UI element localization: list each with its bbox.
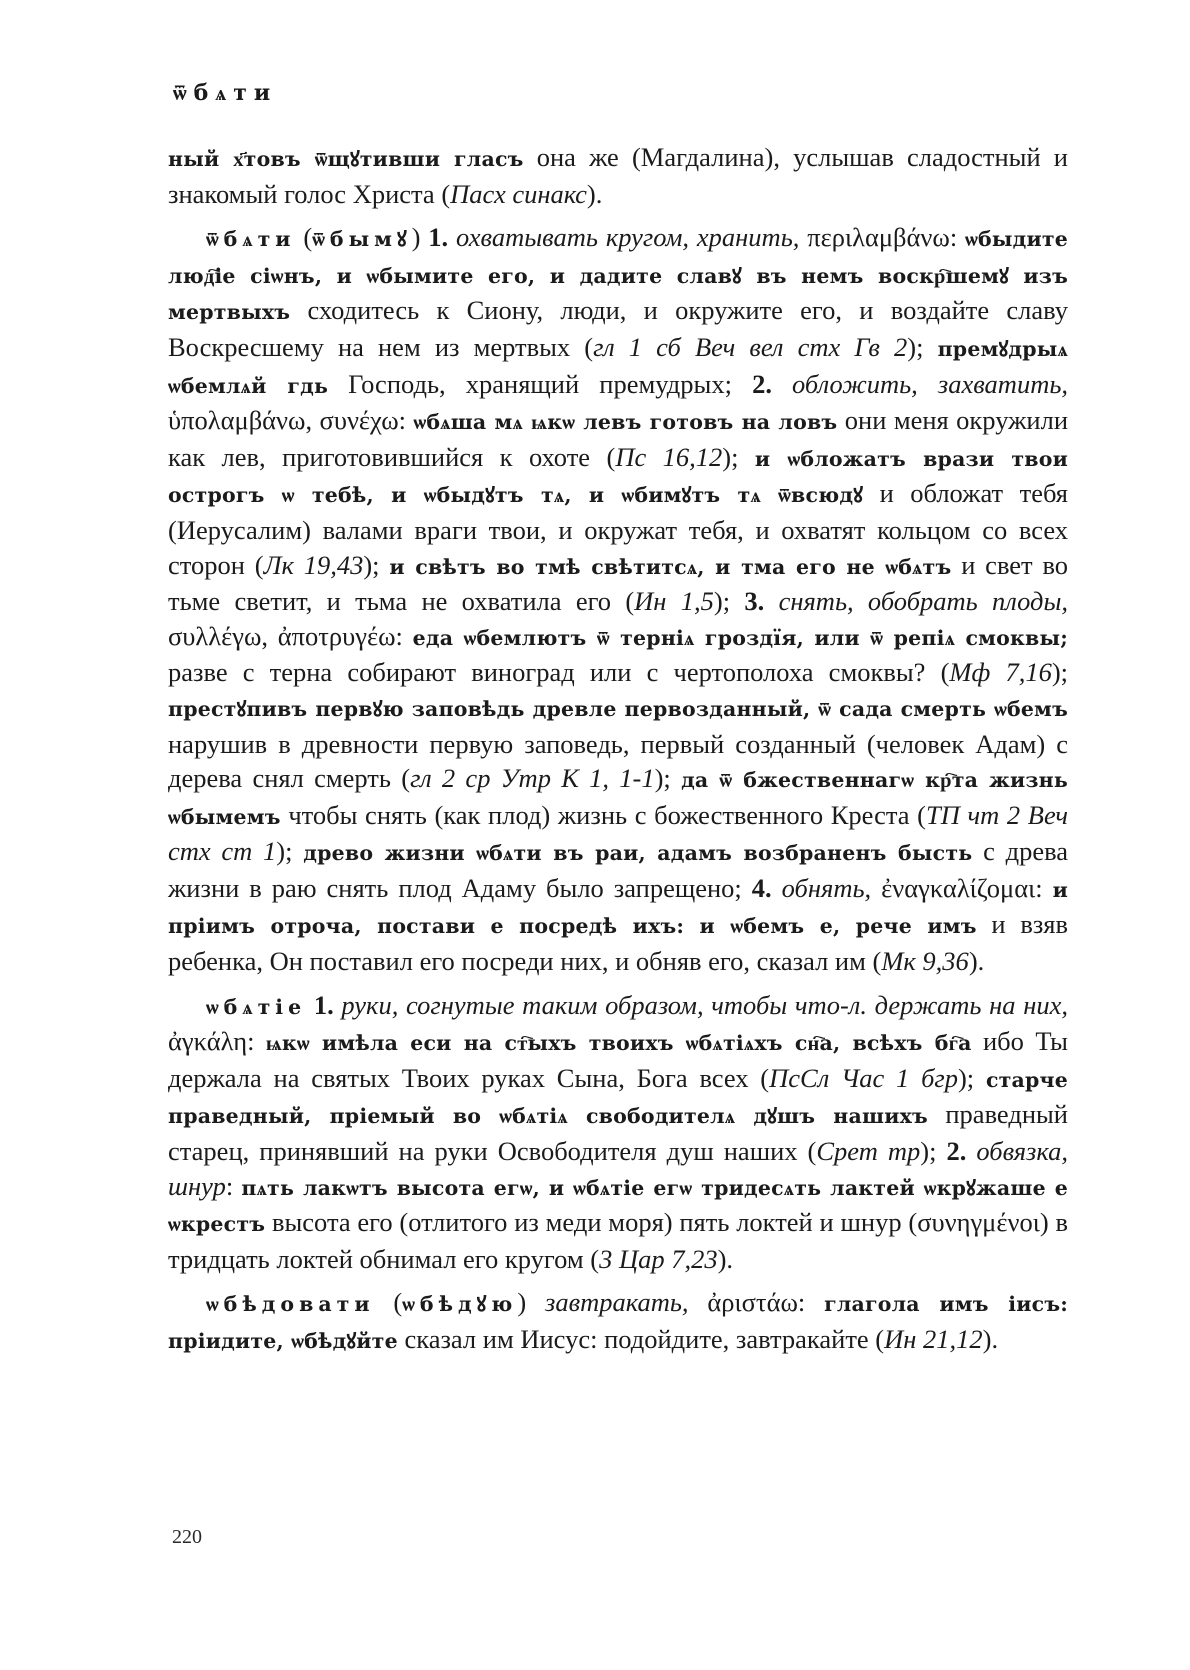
body-text: ὑπολαμβάνω, συνέχω:: [168, 405, 414, 436]
sense-number: 2.: [752, 368, 772, 399]
church-slavonic-quote: да ѿ бжественнагѡ кр҇та жизнь ѡбымемъ: [168, 768, 1068, 829]
body-text: [764, 586, 778, 616]
body-text: ).: [586, 178, 603, 209]
body-text: ἀριστάω:: [688, 1287, 825, 1318]
italic-text: ТП чт 2 Веч стх ст 1: [168, 799, 1068, 867]
sense-number: 2.: [946, 1136, 967, 1167]
body-text: );: [276, 836, 304, 867]
body-text: ): [411, 222, 429, 253]
body-text: праведный старец, принявший на руки Освободителя душ наших (: [168, 1099, 1068, 1167]
body-text: );: [363, 549, 390, 580]
sense-number: 3.: [744, 586, 765, 617]
headword: ѡбѣдовати: [206, 1292, 375, 1317]
body-text: ).: [717, 1243, 734, 1274]
church-slavonic-quote: и пріимъ отроча, постави е посредѣ ихъ: и ѡбемъ е, рече имъ: [168, 877, 1068, 939]
body-text: и взяв ребенка, Он поставил его посреди них, и обняв его, сказал им (: [168, 909, 1068, 977]
church-slavonic-quote: и свѣтъ во тмѣ свѣтитсѧ, и тма его не ѡбѧтъ: [389, 554, 952, 579]
entry-paragraph-continuation: [168, 140, 1068, 211]
body-text: [966, 1136, 976, 1166]
body-text: она же (Магдалина), услышав сладостный и знакомый голос Христа (: [168, 142, 1068, 209]
body-text: );: [920, 1136, 947, 1167]
body-text: συλλέγω, ἀποτρυγέω:: [168, 620, 413, 651]
italic-text: Ин 21,12: [884, 1324, 983, 1354]
headword: ѿбымꙋ: [312, 227, 412, 252]
italic-text: охватывать кругом, хранить,: [456, 222, 800, 253]
body-text: );: [713, 586, 745, 617]
running-head: ѿбѧти: [173, 80, 278, 106]
entry-paragraph-entry-obedovati: [168, 1285, 1068, 1358]
body-text: ибо Ты держала на святых Твоих руках Сына, Бога всех (: [168, 1026, 1068, 1093]
body-text: );: [957, 1062, 986, 1093]
italic-text: Пасх синакс: [450, 178, 587, 209]
dictionary-body: [168, 140, 1068, 1359]
body-text: ἀγκάλη:: [168, 1026, 266, 1057]
church-slavonic-quote: и ѡбложатъ врази твои острогъ ѡ тебѣ, и ѡбыдꙋтъ тѧ, и ѡбимꙋтъ тѧ ѿвсюдꙋ: [168, 446, 1069, 508]
italic-text: гл 1 сб Веч вел стх Гв 2: [593, 331, 908, 362]
italic-text: Мф 7,16: [949, 657, 1052, 688]
church-slavonic-quote: еда ѡбемлютъ ѿ терніѧ гроздїя, или ѿ репіѧ смоквы;: [412, 625, 1068, 650]
body-text: (: [374, 1287, 403, 1318]
body-text: высота его (отлитого из меди моря) пять локтей и шнур (συνηγμένοι) в тридцать локтей обнимал его кругом (: [168, 1207, 1068, 1274]
body-text: сказал им Иисус: подойдите, завтракайте (: [397, 1324, 885, 1354]
church-slavonic-quote: ѩкѡ имѣла еси на ст҇ыхъ твоихъ ѡбѧтіѧхъ сн҇а, всѣхъ бг҇а: [265, 1031, 972, 1056]
body-text: сходитесь к Сиону, люди, и окружите его, и воздайте славу Воскресшему на нем из мертвых (: [168, 295, 1068, 362]
body-text: и свет во тьме светит, и тьма не охватила его (: [168, 549, 1069, 617]
body-text: (: [295, 222, 313, 253]
body-text: разве с терна собирают виноград или с чертополоха смоквы? (: [168, 657, 950, 688]
headword: ѡбѣдꙋю: [402, 1292, 518, 1317]
italic-text: обвязка, шнур: [168, 1136, 1069, 1201]
dictionary-page: [168, 70, 1068, 1368]
church-slavonic-quote: премꙋдрыѧ ѡбемлѧй гдь: [168, 336, 1068, 398]
body-text: [306, 990, 314, 1020]
body-text: ).: [968, 946, 985, 977]
church-slavonic-quote: старче праведный, пріемый во ѡбѧтіѧ свободителѧ дꙋшъ нашихъ: [168, 1067, 1068, 1129]
italic-text: снять, обобрать плоды,: [778, 586, 1069, 617]
body-text: чтобы снять (как плод) жизнь с божественного Креста (: [280, 799, 926, 830]
italic-text: Срет тр: [816, 1136, 921, 1167]
page-number: 220: [172, 1526, 202, 1548]
body-text: περιλαμβάνω:: [799, 222, 966, 253]
body-text: [772, 873, 782, 903]
body-text: нарушив в древности первую заповедь, первый созданный (человек Адам) с дерева снял смерть (: [168, 728, 1068, 794]
italic-text: 3 Цар 7,23: [599, 1243, 718, 1274]
body-text: );: [1051, 657, 1069, 688]
italic-text: гл 2 ср Утр К 1, 1-1: [410, 763, 655, 794]
entry-paragraph-entry-obyatie: [168, 988, 1068, 1277]
body-text: ).: [982, 1324, 999, 1354]
body-text: и обложат тебя (Иерусалим) валами враги твои, и окружат тебя, и охватят кольцом со всех сторон (: [168, 478, 1068, 580]
body-text: [772, 369, 792, 399]
italic-text: завтракать,: [545, 1287, 689, 1318]
headword: ѡбѧтіе: [206, 994, 307, 1019]
body-text: :: [225, 1170, 242, 1201]
italic-text: Пс 16,12: [615, 441, 723, 472]
body-text: );: [654, 763, 682, 794]
italic-text: Ин 1,5: [634, 586, 714, 617]
body-text: Господь, хранящий премудрых;: [328, 368, 753, 399]
body-text: они меня окружили как лев, приготовившийся к охоте (: [168, 405, 1068, 472]
church-slavonic-quote: ѡбыдите люд҇іе сіѡнъ, и ѡбымите его, и дадите славꙋ въ немъ воскр҇шемꙋ изъ мертвыхъ: [168, 227, 1069, 325]
italic-text: Лк 19,43: [263, 549, 364, 580]
italic-text: руки, согнутые таким образом, чтобы что-л. держать на них,: [341, 989, 1069, 1020]
church-slavonic-quote: ный х҃товъ ѿщꙋтивши гласъ: [168, 147, 524, 171]
italic-text: обложить, захватить,: [792, 368, 1069, 399]
entry-paragraph-entry-obyati: [168, 220, 1068, 978]
body-text: );: [722, 441, 755, 472]
body-text: с древа жизни в раю снять плод Адаму было запрещено;: [168, 836, 1069, 903]
headword: ѿбѧти: [206, 227, 296, 252]
church-slavonic-quote: глагола имъ іисъ: пріидите, ѡбѣдꙋйте: [168, 1292, 1069, 1353]
italic-text: Мк 9,36: [881, 946, 969, 977]
church-slavonic-quote: древо жизни ѡбѧти въ раи, адамъ возбраненъ бысть: [303, 841, 973, 866]
italic-text: ПсСл Час 1 бгр: [769, 1062, 958, 1093]
body-text: ἐναγκαλίζομαι:: [871, 872, 1053, 903]
body-text: );: [907, 331, 938, 362]
body-text: [448, 222, 456, 252]
italic-text: обнять,: [781, 872, 872, 903]
sense-number: 1.: [428, 222, 449, 253]
sense-number: 1.: [313, 989, 334, 1020]
church-slavonic-quote: пѧть лакѡтъ высота егѡ, и ѡбѧтіе егѡ тридесѧть лактей ѡкрꙋжаше е ѡкрестъ: [168, 1175, 1068, 1237]
sense-number: 4.: [751, 872, 772, 903]
church-slavonic-quote: престꙋпивъ первꙋю заповѣдь древле первозданный, ѿ сада смерть ѡбемъ: [168, 696, 1068, 721]
body-text: ): [517, 1287, 545, 1318]
church-slavonic-quote: ѡбѧша мѧ ѩкѡ левъ готовъ на ловъ: [413, 410, 838, 435]
